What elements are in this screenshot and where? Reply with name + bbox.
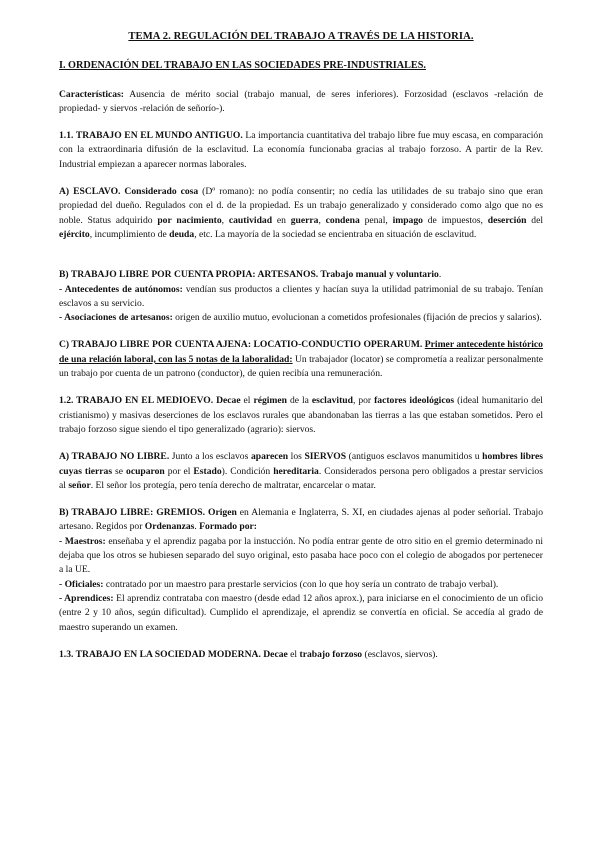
guilds-item-masters-label: - Maestros: xyxy=(59,535,106,547)
slave-bold-2: por nacimiento xyxy=(157,214,222,226)
serfs-text-5: por el xyxy=(164,465,194,477)
slave-text-6: de impuestos, xyxy=(422,214,488,226)
slave-bold-8: ejército xyxy=(59,228,90,240)
slave-bold-4: guerra xyxy=(290,214,319,226)
guilds-paragraph xyxy=(59,506,543,535)
ancient-world-paragraph xyxy=(59,129,543,172)
serfs-text-3: (antiguos esclavos manumitidos u xyxy=(346,451,483,463)
slave-text-9: , etc. La mayoría de la sociedad se encientraba en situación de esclavitud. xyxy=(194,228,477,240)
guilds-item-masters xyxy=(59,535,543,578)
serfs-bold-2: SIERVOS xyxy=(304,451,347,463)
middle-ages-heading: 1.2. TRABAJO EN EL MEDIOEVO. xyxy=(59,395,214,407)
guilds-heading: B) TRABAJO LIBRE: GREMIOS. xyxy=(59,507,206,519)
ancient-world-text: La importancia cuantitativa del trabajo libre fue muy escasa, en comparación con la extraordinaria difusión de la esclavitud. La economía funcionaba gracias al trabajo forzoso. A partir de la Rev. Industrial empiezan a aparecer normas laborales. xyxy=(59,130,543,170)
modern-society-bold-2: trabajo forzoso xyxy=(299,648,363,660)
slave-text-2: , xyxy=(221,214,229,226)
slave-bold-3: cautividad xyxy=(228,214,273,226)
guilds-item-apprentices-text: El aprendiz contrataba con maestro (desde edad 12 años aprox.), para iniciarse en el conocimiento de un oficio (entre 2 y 10 años, según dificultad). Cumplido el aprendizaje, el aprendiz se convertía en oficial. Se accedía al grado de maestro superando un examen. xyxy=(59,592,543,633)
serfs-bold-7: señor xyxy=(68,479,91,491)
slave-text-7: del xyxy=(526,214,543,226)
middle-ages-bold-4: factores ideológicos xyxy=(374,395,455,407)
guilds-text-2: . xyxy=(194,521,200,533)
serfs-text-7: . Considerados persona pero obligados a prestar servicios al xyxy=(59,465,543,491)
middle-ages-bold-2: régimen xyxy=(253,395,288,407)
middle-ages-text-1: el xyxy=(240,395,254,407)
slave-bold-1: Considerado cosa xyxy=(120,186,199,198)
artisans-heading-end: . xyxy=(438,269,442,281)
section-heading-1: I. ORDENACIÓN DEL TRABAJO EN LAS SOCIEDADES PRE-INDUSTRIALES. xyxy=(59,60,426,72)
modern-society-heading: 1.3. TRABAJO EN LA SOCIEDAD MODERNA. xyxy=(59,648,261,660)
guilds-item-apprentices-label: - Aprendices: xyxy=(59,592,114,604)
modern-society-text-2: (esclavos, siervos). xyxy=(362,648,438,660)
artisans-item-2-text: origen de auxilio mutuo, evolucionan a cometidos profesionales (fijación de precios y salarios). xyxy=(172,312,542,324)
slave-text-1: (Dº romano): no podía consentir; no cedía las utilidades de su trabajo sino que eran propiedad del dueño. Regulados con el d. de la propiedad. Es un trabajo generalizado y considerado como algo que no es noble. Status adquirido xyxy=(59,186,543,226)
modern-society-bold-1: Decae xyxy=(260,648,288,660)
locatio-paragraph xyxy=(59,338,543,381)
middle-ages-bold-1: Decae xyxy=(213,395,241,407)
modern-society-paragraph xyxy=(59,648,543,662)
guilds-item-officials-label: - Oficiales: xyxy=(59,578,104,590)
guilds-item-officials-text: contratado por un maestro para prestarle servicios (con lo que hoy sería un contrato de trabajo verbal). xyxy=(103,578,499,590)
serfs-text-1: Junto a los esclavos xyxy=(169,451,251,463)
locatio-underlined: Primer antecedente histórico de una relación laboral, con las 5 notas de la laboralidad: xyxy=(59,339,543,365)
serfs-bold-1: aparecen xyxy=(250,451,289,463)
slave-heading: A) ESCLAVO. xyxy=(59,186,121,198)
middle-ages-text-2: de la xyxy=(287,395,312,407)
serfs-bold-4: ocuparon xyxy=(126,465,165,477)
artisans-heading-paragraph xyxy=(59,268,543,282)
guilds-item-officials xyxy=(59,578,543,592)
middle-ages-text-4: (ideal humanitario del cristianismo) y masivas deserciones de los esclavos rurales que abandonaban las tierras a las que estaban sometidos. Pero el trabajo forzoso sigue siendo el tipo generalizado (agrario): siervos. xyxy=(59,395,543,435)
serfs-paragraph xyxy=(59,450,543,493)
modern-society-text-1: el xyxy=(287,648,300,660)
slave-text-3: en xyxy=(272,214,291,226)
characteristics-label: Características: xyxy=(59,88,124,100)
characteristics-paragraph xyxy=(59,88,543,117)
artisans-item-1-text: vendían sus productos a clientes y hacían suya la utilidad patrimonial de su trabajo. Tenían esclavos a su servicio. xyxy=(59,283,543,309)
locatio-heading: C) TRABAJO LIBRE POR CUENTA AJENA: LOCATIO-CONDUCTIO OPERARUM. xyxy=(59,339,423,351)
guilds-bold-3: Formado por: xyxy=(199,521,257,533)
slave-bold-7: deserción xyxy=(487,214,527,226)
slave-bold-5: condena xyxy=(325,214,360,226)
artisans-item-1-label: - Antecedentes de autónomos: xyxy=(59,283,183,295)
artisans-item-1 xyxy=(59,283,543,312)
guilds-text-1: en Alemania e Inglaterra, S. XI, en ciudades ajenas al poder señorial. Trabajo artesano. Regidos por xyxy=(59,507,543,533)
serfs-heading: A) TRABAJO NO LIBRE. xyxy=(59,451,170,463)
serfs-text-4: se xyxy=(112,465,127,477)
slave-text-4: , xyxy=(318,214,326,226)
guilds-bold-1: Origen xyxy=(205,507,237,519)
middle-ages-bold-3: esclavitud xyxy=(311,395,353,407)
artisans-item-2 xyxy=(59,311,543,325)
locatio-text: Un trabajador (locator) se comprometía a realizar personalmente un trabajo por cuenta de un patrono (conductor), de quien recibía una remuneración. xyxy=(59,353,543,380)
ancient-world-heading: 1.1. TRABAJO EN EL MUNDO ANTIGUO. xyxy=(59,130,243,142)
artisans-item-2-label: - Asociaciones de artesanos: xyxy=(59,312,173,324)
serfs-bold-6: hereditaria xyxy=(273,465,319,477)
middle-ages-text-3: , por xyxy=(352,395,375,407)
characteristics-text: Ausencia de mérito social (trabajo manual, de seres inferiores). Forzosidad (esclavos -relación de propiedad- y siervos -relación de señorío-). xyxy=(59,88,543,114)
slave-text-5: penal, xyxy=(359,214,393,226)
document-title: TEMA 2. REGULACIÓN DEL TRABAJO A TRAVÉS DE LA HISTORIA. xyxy=(128,31,474,42)
slave-bold-6: impago xyxy=(392,214,423,226)
serfs-bold-5: Estado xyxy=(193,465,222,477)
serfs-text-2: los xyxy=(288,451,305,463)
artisans-heading: B) TRABAJO LIBRE POR CUENTA PROPIA: ARTESANOS. Trabajo manual y voluntario xyxy=(59,269,439,281)
slave-paragraph xyxy=(59,185,543,242)
serfs-text-6: ). Condición xyxy=(221,465,274,477)
serfs-bold-3: hombres libres cuyas tierras xyxy=(59,451,543,477)
serfs-text-8: . El señor los protegía, pero tenía derecho de maltratar, encarcelar o matar. xyxy=(90,479,376,491)
guilds-bold-2: Ordenanzas xyxy=(144,521,195,533)
guilds-item-apprentices xyxy=(59,592,543,635)
slave-text-8: , incumplimiento de xyxy=(89,228,170,240)
guilds-item-masters-text: enseñaba y el aprendiz pagaba por la instucción. No podía entrar gente de otro sitio en el gremio determinado ni dejaba que los otros se hubiesen separado del suyo original, esto pasaba hace poco con el colegio de abogados por pertenecer a la UE. xyxy=(59,535,543,576)
slave-bold-9: deuda xyxy=(169,228,195,240)
middle-ages-paragraph xyxy=(59,394,543,437)
